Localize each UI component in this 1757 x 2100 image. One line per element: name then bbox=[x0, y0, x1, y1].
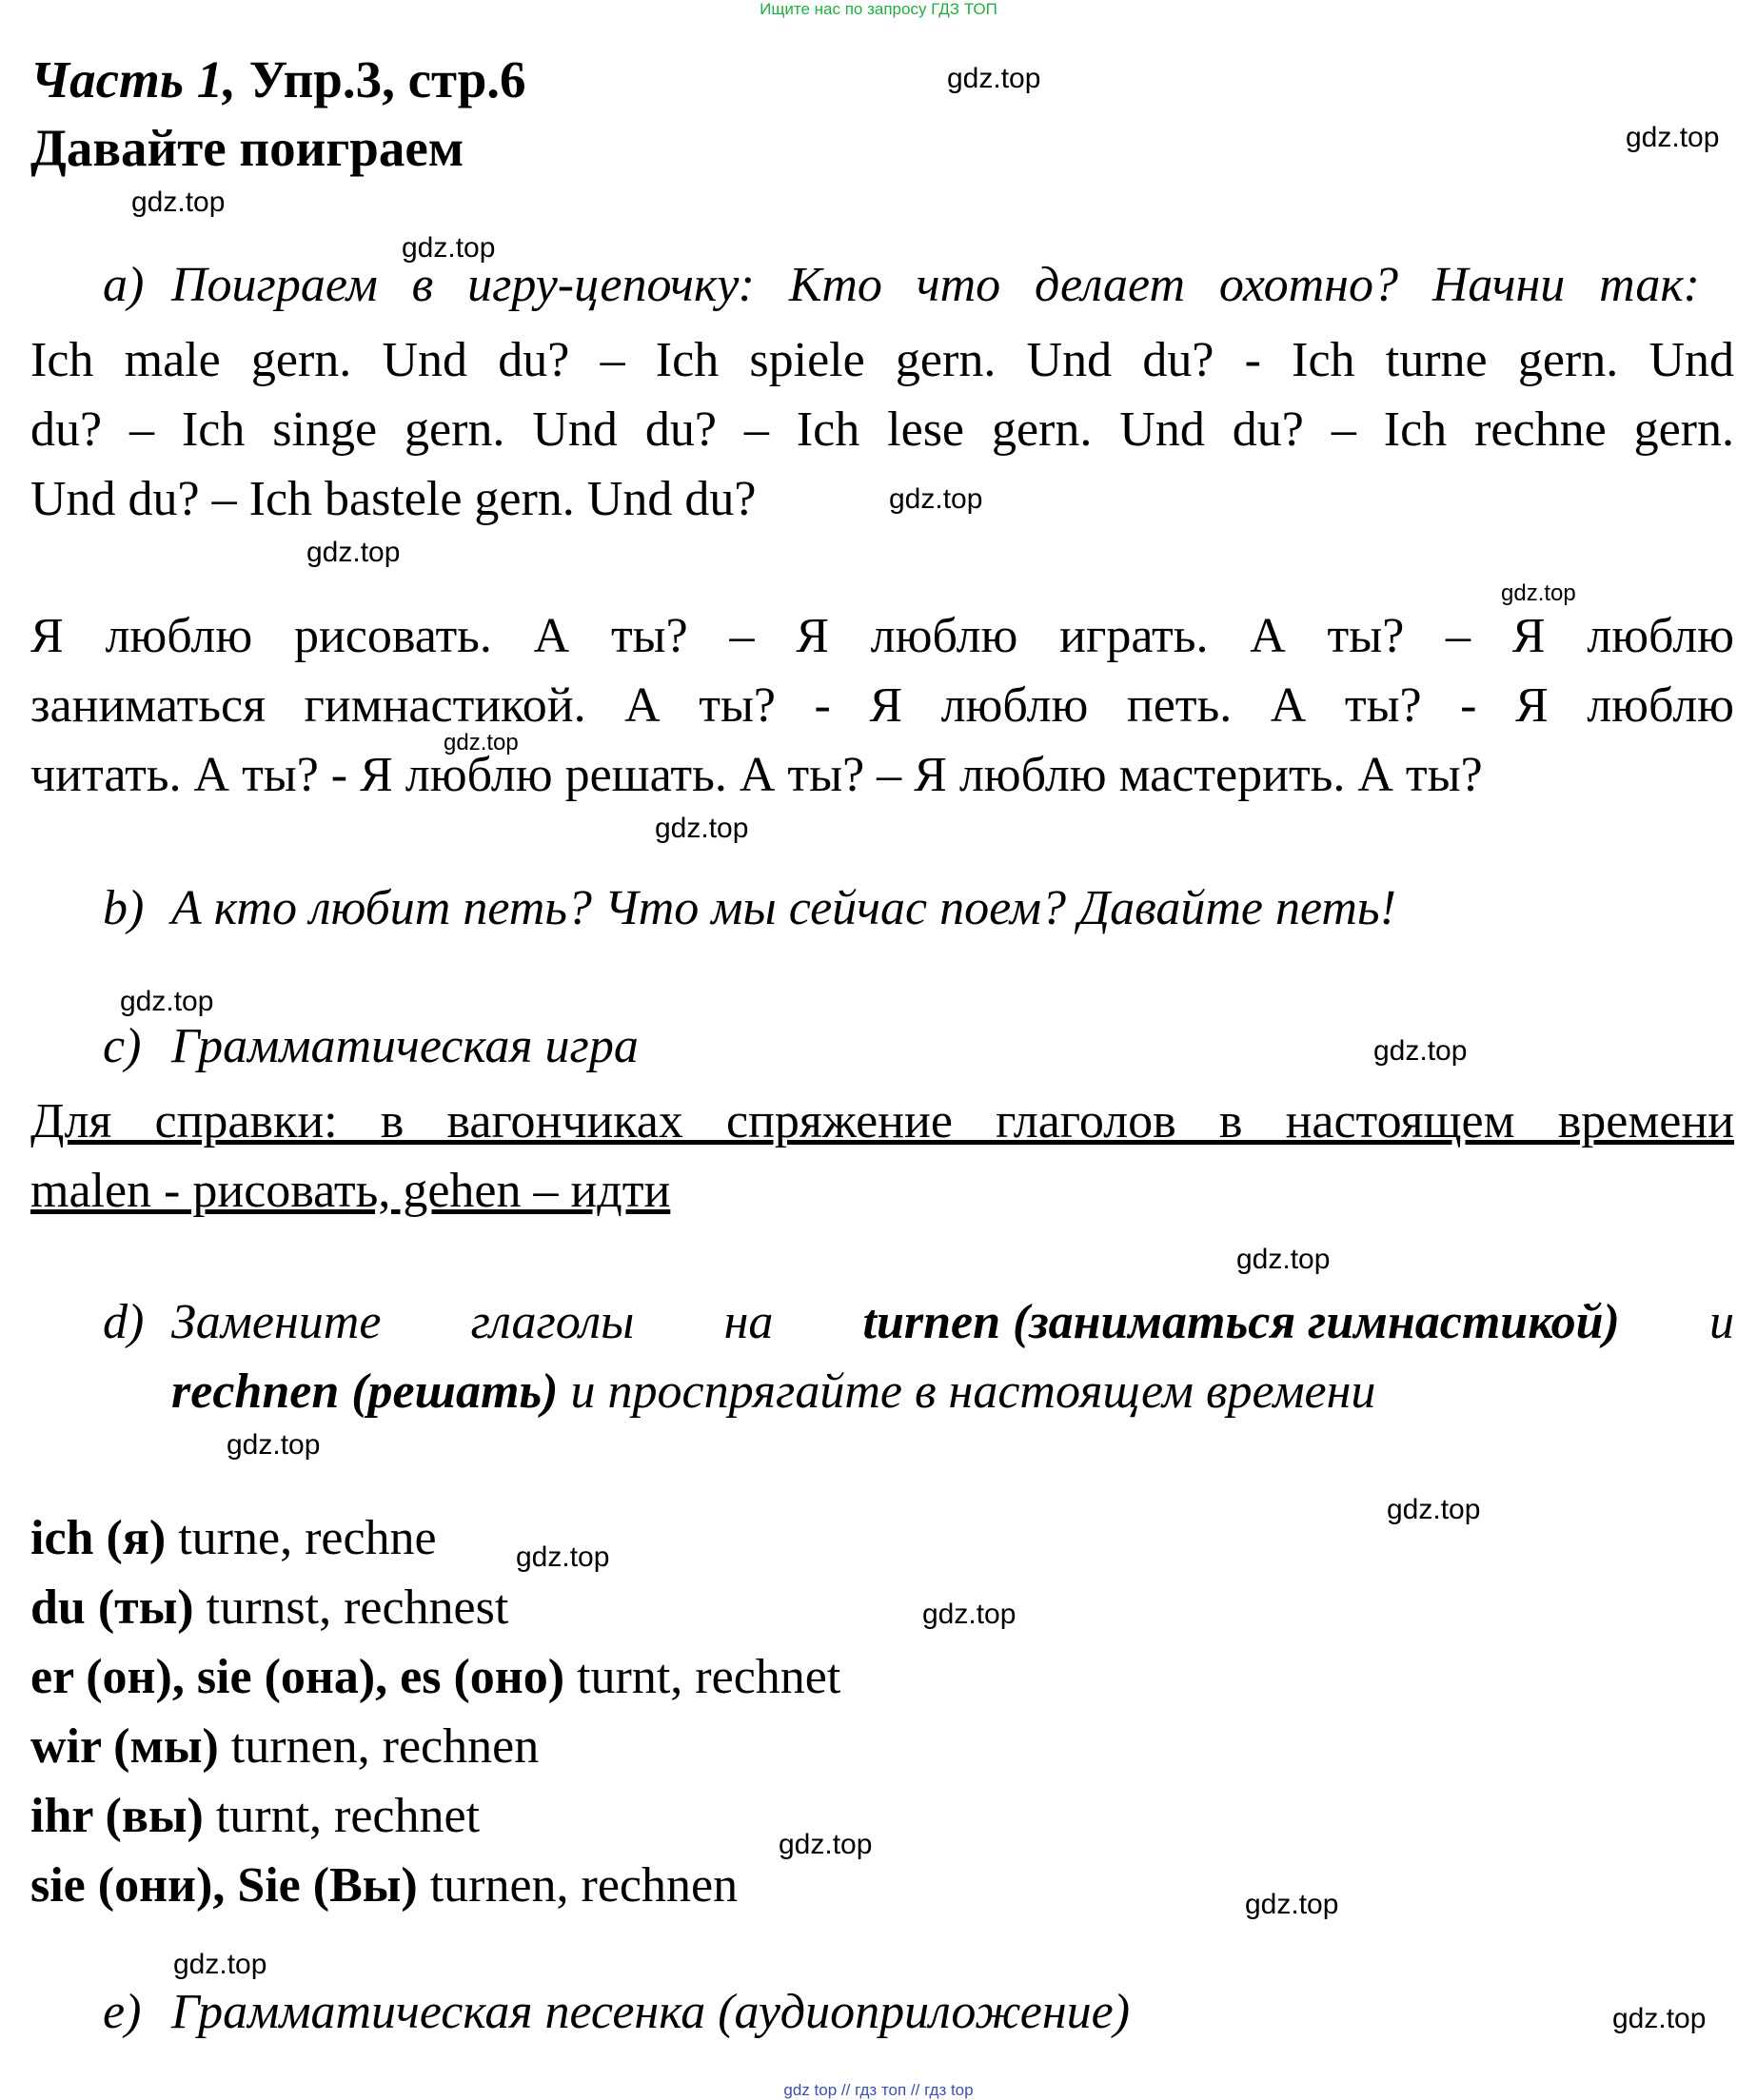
german-line-3: Und du? – Ich bastele gern. Und du? bbox=[30, 472, 757, 526]
conjugation-list bbox=[30, 1503, 840, 1920]
task-d-verb-turnen: turnen (заниматься гимнастикой) bbox=[862, 1295, 1620, 1349]
watermark: gdz.top bbox=[1373, 1035, 1468, 1067]
conj-row-wir bbox=[30, 1712, 840, 1781]
task-e bbox=[0, 1984, 1757, 2053]
watermark: gdz.top bbox=[444, 730, 519, 756]
task-a-russian bbox=[30, 601, 1734, 810]
conj-row-du bbox=[30, 1573, 840, 1642]
watermark: gdz.top bbox=[889, 483, 983, 515]
task-d-word-and: и bbox=[1708, 1295, 1734, 1349]
conj-row-ich bbox=[30, 1503, 840, 1573]
task-b bbox=[0, 880, 1757, 950]
watermark: gdz.top bbox=[1236, 1244, 1331, 1275]
watermark: gdz.top bbox=[402, 232, 496, 264]
part-label: Часть 1, bbox=[30, 50, 236, 108]
conj-pronoun: ihr (вы) bbox=[30, 1789, 204, 1843]
watermark: gdz.top bbox=[227, 1429, 321, 1461]
task-a-label: a) bbox=[103, 258, 145, 312]
bottom-banner: gdz top // гдз топ // гдз top bbox=[783, 2081, 974, 2099]
russian-line-1: Я люблю рисовать. А ты? – Я люблю играть. А ты? – Я люблю bbox=[30, 609, 1734, 663]
conj-forms: turnt, rechnet bbox=[203, 1789, 481, 1843]
task-d-line-2 bbox=[171, 1364, 1375, 1433]
conj-pronoun: wir (мы) bbox=[30, 1719, 219, 1774]
conj-forms: turnt, rechnet bbox=[564, 1650, 841, 1704]
task-d-word-2: глаголы bbox=[470, 1295, 635, 1349]
watermark: gdz.top bbox=[173, 1949, 267, 1980]
russian-line-3: читать. А ты? - Я люблю решать. А ты? – Я люблю мастерить. А ты? bbox=[30, 748, 1483, 802]
task-a bbox=[0, 257, 1757, 326]
task-b-label: b) bbox=[103, 881, 145, 935]
german-line-2: du? – Ich singe gern. Und du? – Ich lese gern. Und du? – Ich rechne gern. bbox=[30, 402, 1734, 457]
task-c-text: Грамматическая игра bbox=[171, 1019, 639, 1073]
task-a-german bbox=[30, 325, 1734, 534]
watermark: gdz.top bbox=[306, 537, 401, 568]
watermark: gdz.top bbox=[655, 813, 749, 844]
top-banner: Ищите нас по запросу ГДЗ ТОП bbox=[760, 0, 997, 18]
watermark: gdz.top bbox=[1245, 1889, 1339, 1920]
watermark: gdz.top bbox=[1501, 580, 1576, 606]
task-a-text: Поиграем в игру-цепочку: Кто что делает охотно? Начни так: bbox=[171, 258, 1700, 312]
task-d-line-1 bbox=[171, 1294, 1734, 1350]
task-d-word-3: на bbox=[723, 1295, 774, 1349]
task-d-rest: и проспрягайте в настоящем времени bbox=[558, 1364, 1376, 1419]
task-b-text: А кто любит петь? Что мы сейчас поем? Давайте петь! bbox=[171, 881, 1396, 935]
task-c bbox=[0, 1018, 1757, 1088]
watermark: gdz.top bbox=[516, 1541, 610, 1573]
task-e-label: e) bbox=[103, 1985, 142, 2039]
conj-pronoun: er (он), sie (она), es (оно) bbox=[30, 1650, 565, 1704]
page-title bbox=[30, 49, 526, 109]
russian-line-2: заниматься гимнастикой. А ты? - Я люблю петь. А ты? - Я люблю bbox=[30, 678, 1734, 733]
note-line-2: malen - рисовать, gehen – идти bbox=[30, 1164, 671, 1218]
watermark: gdz.top bbox=[1387, 1494, 1481, 1525]
conj-row-ihr bbox=[30, 1781, 840, 1851]
conj-forms: turne, rechne bbox=[166, 1511, 437, 1565]
watermark: gdz.top bbox=[120, 986, 214, 1017]
watermark: gdz.top bbox=[1626, 122, 1720, 153]
watermark: gdz.top bbox=[947, 63, 1041, 94]
conj-row-sie bbox=[30, 1851, 840, 1920]
task-c-note bbox=[30, 1087, 1734, 1226]
task-d-word-1: Замените bbox=[171, 1295, 382, 1349]
watermark: gdz.top bbox=[922, 1599, 1017, 1630]
page-subtitle: Давайте поиграем bbox=[30, 119, 464, 177]
watermark: gdz.top bbox=[1612, 2003, 1707, 2034]
conj-forms: turnst, rechnest bbox=[193, 1580, 509, 1635]
watermark: gdz.top bbox=[779, 1829, 873, 1860]
conj-forms: turnen, rechnen bbox=[218, 1719, 540, 1774]
note-line-1: Для справки: в вагончиках спряжение глаголов в настоящем времени bbox=[30, 1094, 1734, 1148]
watermark: gdz.top bbox=[131, 186, 226, 218]
task-c-label: c) bbox=[103, 1019, 142, 1073]
conj-pronoun: du (ты) bbox=[30, 1580, 194, 1635]
german-line-1: Ich male gern. Und du? – Ich spiele gern. Und du? - Ich turne gern. Und bbox=[30, 333, 1734, 387]
exercise-label: Упр.3, стр.6 bbox=[235, 50, 526, 108]
task-d bbox=[0, 1294, 1757, 1364]
conj-pronoun: sie (они), Sie (Вы) bbox=[30, 1858, 418, 1913]
conj-pronoun: ich (я) bbox=[30, 1511, 167, 1565]
task-d-verb-rechnen: rechnen (решать) bbox=[171, 1364, 559, 1419]
task-d-label: d) bbox=[103, 1295, 145, 1349]
conj-row-er bbox=[30, 1642, 840, 1712]
task-e-text: Грамматическая песенка (аудиоприложение) bbox=[171, 1985, 1131, 2039]
conj-forms: turnen, rechnen bbox=[417, 1858, 739, 1913]
